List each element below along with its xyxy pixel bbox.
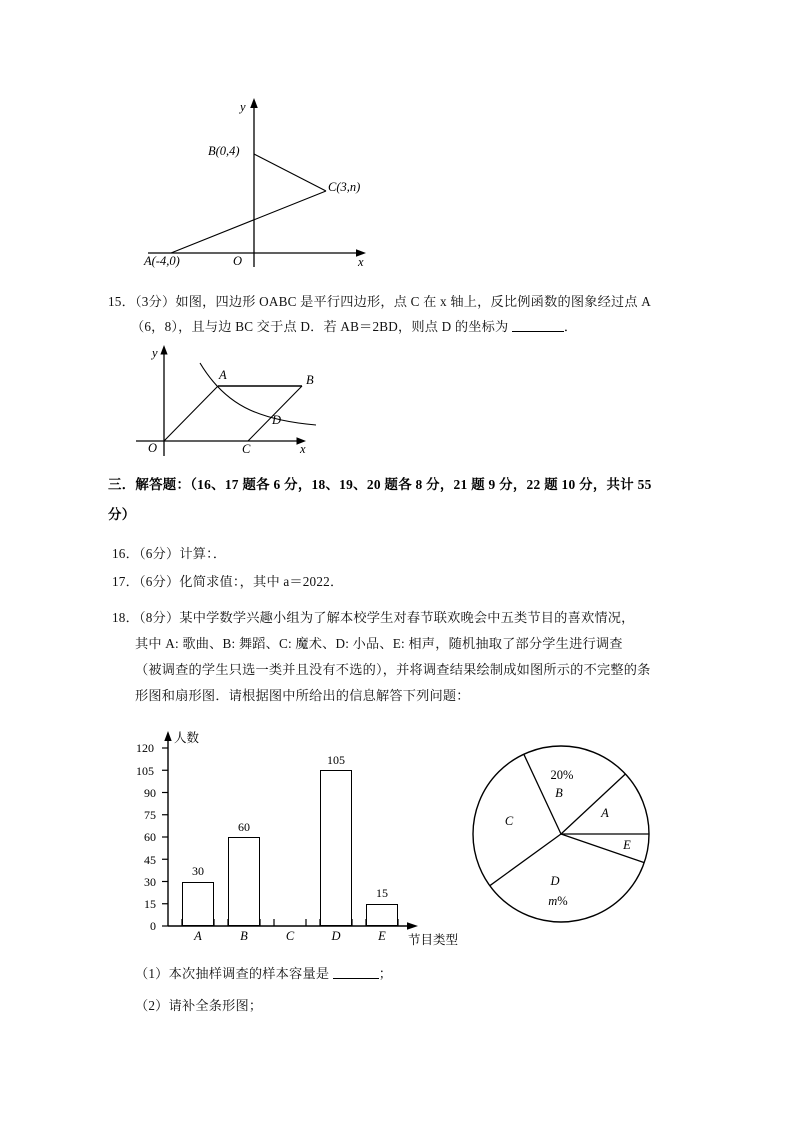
question-17: 17．（6分）化简求值：，其中 a＝2022． — [112, 574, 344, 589]
figure15-point-a-label: A — [219, 368, 227, 382]
bar-category-A: A — [194, 929, 202, 943]
question-18-sub1 — [135, 960, 392, 988]
pie-label-B: B — [555, 786, 563, 800]
question-18-line3: （被调查的学生只选一类并且没有不选的），并将调查结果绘制成如图所示的不完整的条 — [135, 662, 651, 677]
bar-chart-ytick-0: 0 — [150, 919, 156, 933]
figure14-point-c-label: C(3,n) — [328, 180, 361, 194]
bar-chart-ytick-90: 90 — [144, 785, 156, 800]
bar-D — [320, 770, 352, 926]
question-15-line2-suffix: ． — [563, 319, 578, 334]
figure15-point-c-label: C — [242, 442, 251, 456]
question-18-line2: 其中 A: 歌曲、B: 舞蹈、C: 魔术、D: 小品、E: 相声，随机抽取了部分学生进行调查 — [135, 636, 623, 651]
question-15-answer-blank[interactable] — [512, 319, 564, 332]
bar-category-B: B — [240, 929, 248, 943]
question-15-line2-prefix: （6，8），且与边 BC 交于点 D．若 AB＝2BD，则点 D 的坐标为 — [131, 319, 509, 334]
bar-chart-ytick-45: 45 — [144, 852, 156, 867]
figure15-origin-label: O — [148, 441, 158, 455]
section-3-heading-line2: 分） — [108, 507, 136, 522]
question-15-line1: 15．（3分）如图，四边形 OABC 是平行四边形，点 C 在 x 轴上，反比例函数的图象经过点 A — [108, 294, 651, 309]
bar-category-C: C — [285, 929, 295, 943]
bar-chart-ytick-75: 75 — [144, 808, 156, 822]
figure-coordinate-triangle — [130, 92, 370, 277]
figure15-x-axis-label: x — [300, 442, 306, 456]
figure14-point-b-label: B(0,4) — [208, 144, 240, 158]
figure15-point-b-label: B — [306, 373, 314, 387]
bar-chart-y-axis-title: 人数 — [174, 731, 200, 745]
figure-parallelogram-hyperbola — [120, 338, 370, 460]
pie-label-D-percent-m: m% — [548, 894, 568, 908]
bar-category-D: D — [331, 929, 341, 943]
section-3-heading-line1: 三．解答题：（16、17 题各 6 分，18、19、20 题各 8 分，21 题 9 分，22 题 10 分，共计 55 — [108, 477, 652, 492]
pie-chart — [468, 742, 668, 942]
pie-label-C: C — [504, 814, 514, 828]
bar-A — [182, 882, 214, 927]
figure14-origin-label: O — [233, 254, 243, 268]
question-18-sub1-blank[interactable] — [333, 966, 379, 979]
bar-value-B: 60 — [238, 819, 250, 834]
bar-chart-ytick-120: 120 — [136, 741, 154, 755]
question-18-sub1-suffix: ； — [378, 966, 393, 981]
question-18-sub1-prefix: （1）本次抽样调查的样本容量是 — [135, 966, 330, 981]
figure14-point-a-label: A(-4,0) — [144, 254, 180, 268]
figure14-y-axis-label: y — [240, 100, 246, 114]
figure15-point-d-label: D — [272, 413, 282, 427]
question-16: 16．（6分）计算：． — [112, 546, 227, 561]
figure14-x-axis-label: x — [358, 255, 364, 269]
figure15-y-axis-label: y — [152, 346, 158, 360]
bar-chart-ytick-60: 60 — [144, 830, 156, 844]
pie-label-B-percent: 20% — [550, 768, 574, 782]
bar-value-A: 30 — [192, 864, 204, 878]
bar-chart-ytick-15: 15 — [144, 897, 156, 911]
bar-chart-ytick-105: 105 — [136, 763, 154, 778]
bar-value-D: 105 — [327, 753, 345, 767]
bar-value-E: 15 — [376, 886, 388, 900]
bar-category-E: E — [378, 929, 386, 943]
question-18-sub2: （2）请补全条形图； — [135, 998, 263, 1013]
bar-B — [228, 837, 260, 926]
bar-chart-x-axis-title: 节目类型 — [408, 933, 459, 947]
question-18-line4: 形图和扇形图．请根据图中所给出的信息解答下列问题： — [135, 688, 470, 703]
pie-label-E: E — [623, 838, 631, 852]
question-15-line2 — [131, 313, 577, 341]
pie-label-D: D — [550, 874, 560, 888]
bar-chart-ytick-30: 30 — [144, 874, 156, 889]
question-18-line1: 18．（8分）某中学数学兴趣小组为了解本校学生对春节联欢晚会中五类节目的喜欢情况， — [112, 610, 635, 625]
bar-chart — [130, 726, 480, 951]
pie-label-A: A — [601, 806, 609, 820]
bar-E — [366, 904, 398, 926]
